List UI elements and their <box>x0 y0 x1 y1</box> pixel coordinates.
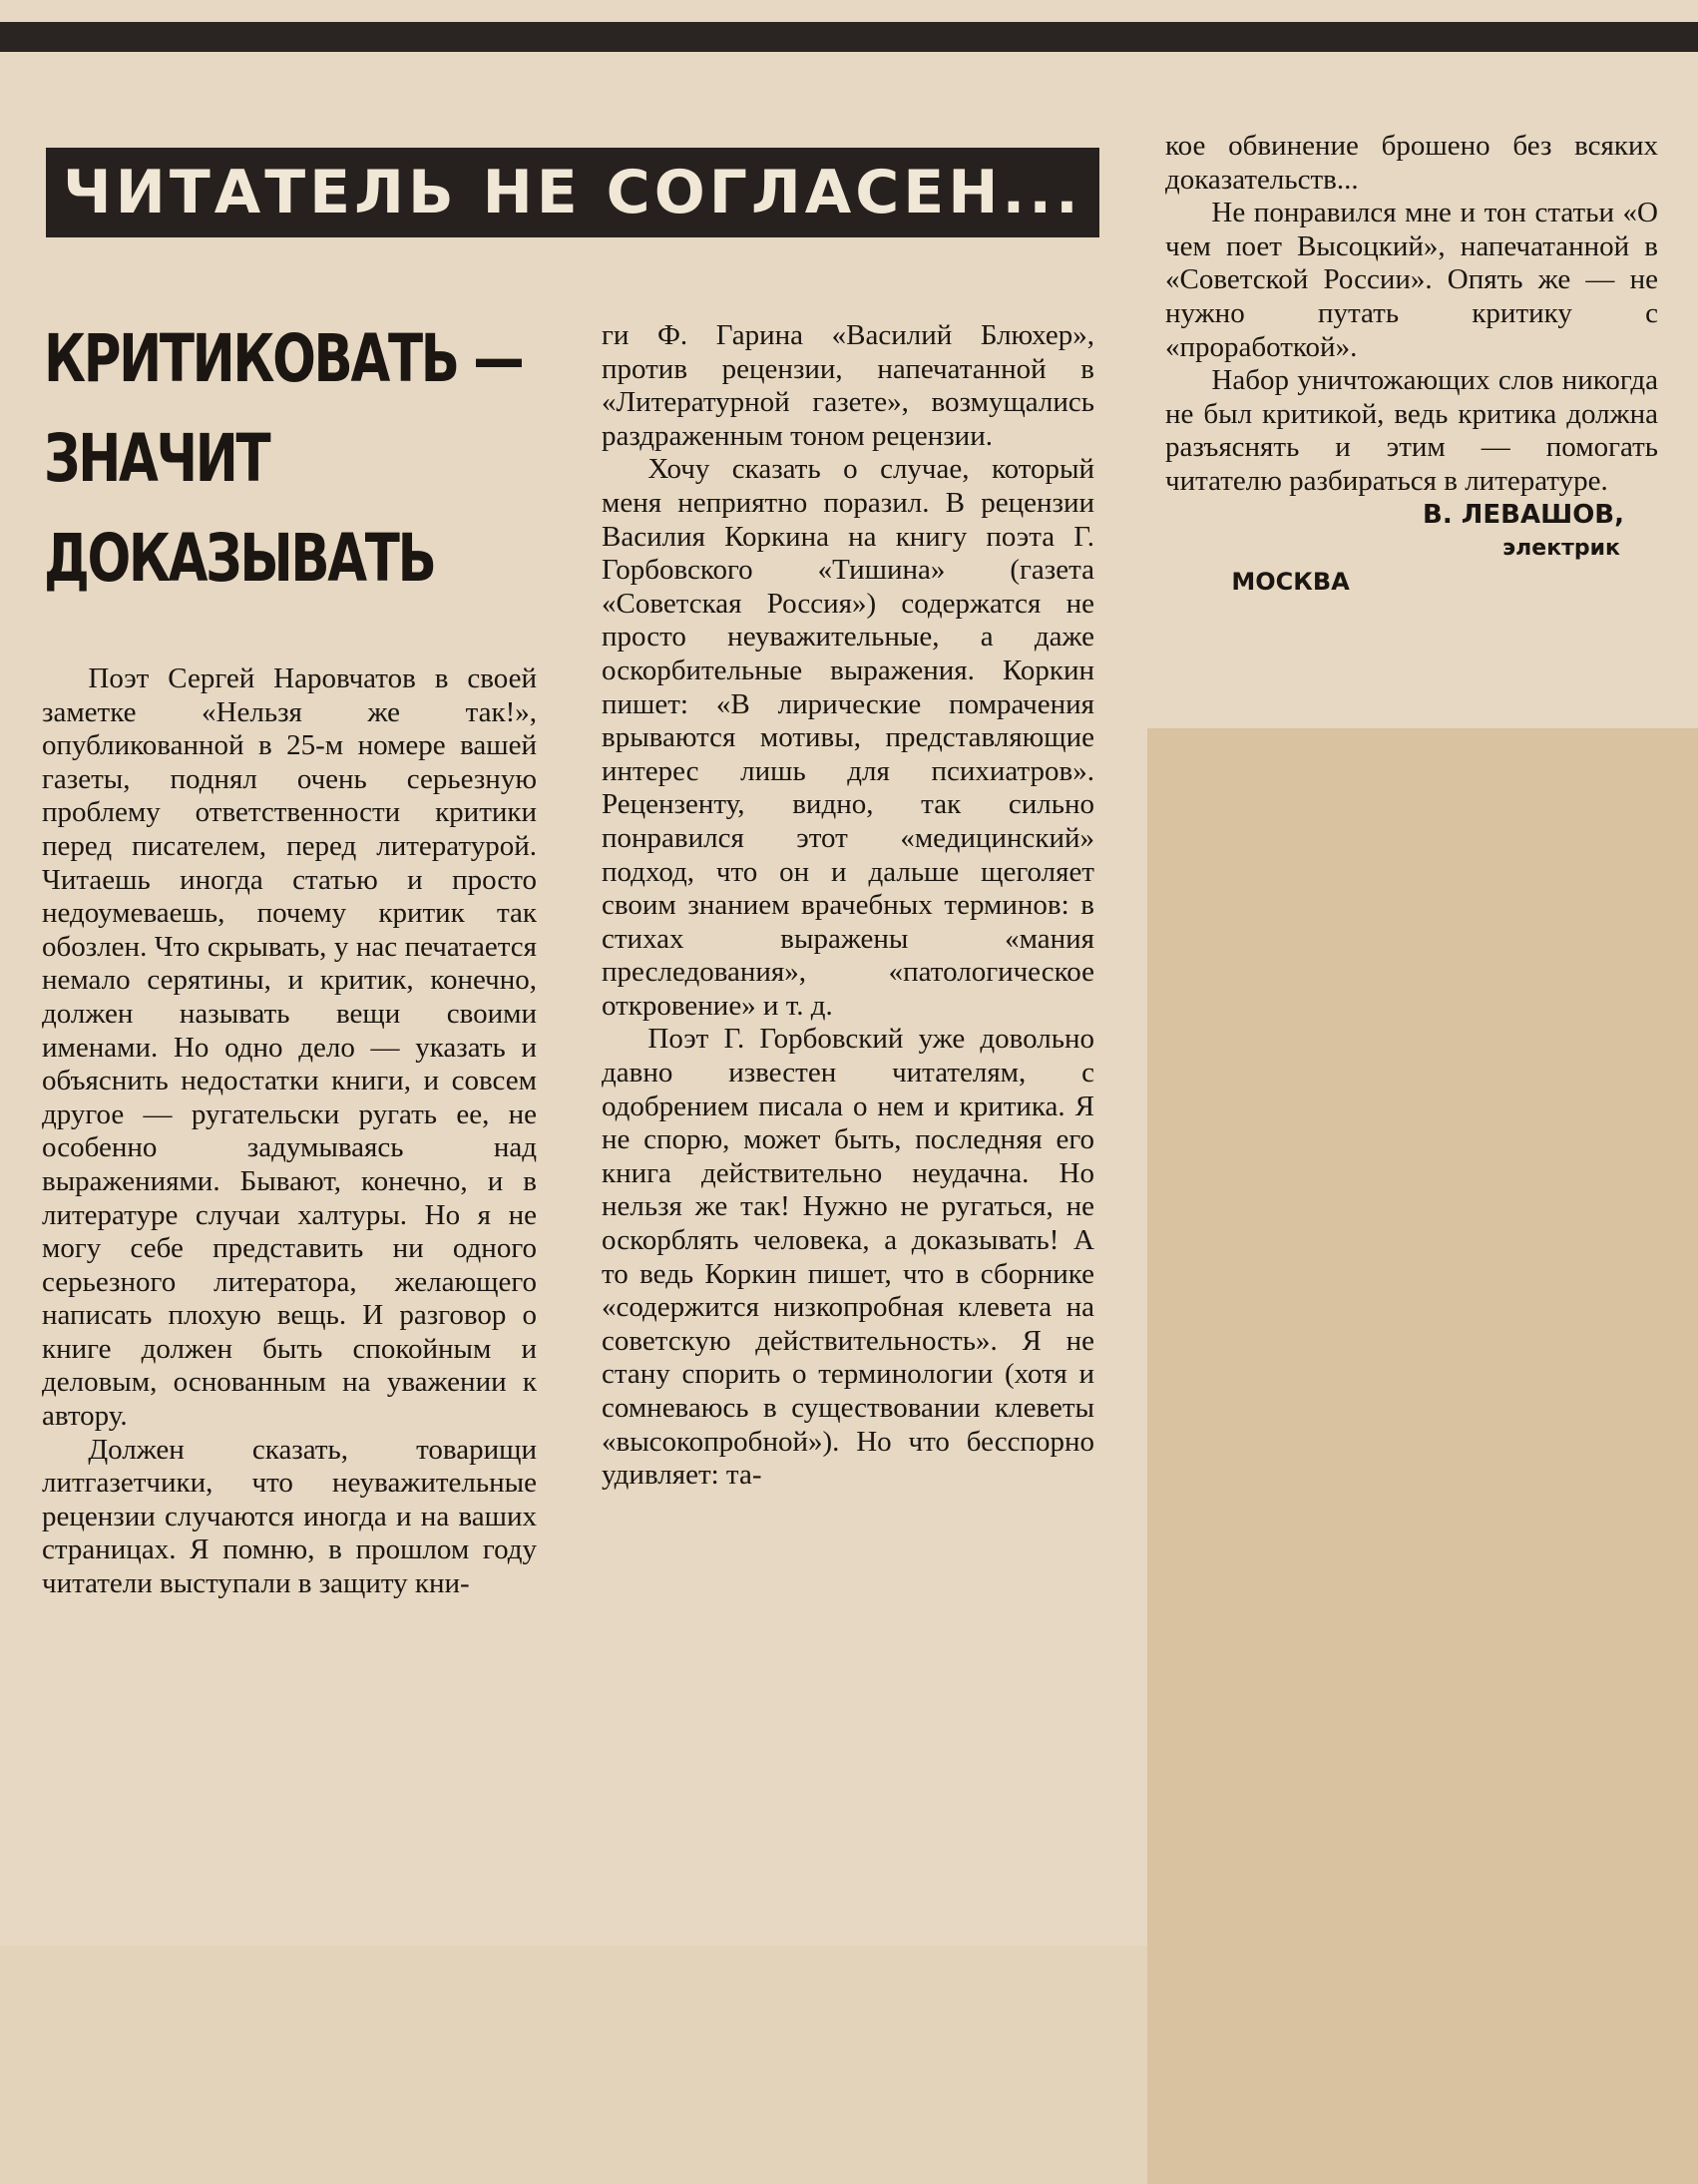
top-rule <box>0 22 1698 52</box>
paragraph-1: Поэт Сергей Наровчатов в своей заметке «Нельзя же так!», опубликованной в 25-м номере вашей газеты, поднял очень серьезную проблему ответственности критики перед писателем, перед литературой. Читаешь иногда статью и просто недоумеваешь, почему критик так обозлен. Что скрывать, у нас печатается немало серятины, и критик, конечно, должен называть вещи своими именами. Но одно дело — указать и объяснить недостатки книги, и совсем другое — ругательски ругать ее, не особенно задумываясь над выражениями. Бывают, конечно, и в литературе случаи халтуры. Но я не могу себе представить ни одного серьезного литератора, желающего написать плохую вещь. И разговор о книге должен быть спокойным и деловым, основанным на уважении к автору. <box>42 662 537 1433</box>
headline-line-2: ЗНАЧИТ <box>44 420 269 497</box>
column-1 <box>42 662 537 1601</box>
author-occupation: электрик <box>1502 536 1620 562</box>
paragraph-4-continued: кое обвинение брошено без всяких доказательств... <box>1165 130 1658 196</box>
paragraph-2-continued: ги Ф. Гарина «Василий Блюхер», против рецензии, напечатанной в «Литературной газете», возмущались раздраженным тоном рецензии. <box>602 319 1094 452</box>
paragraph-4: Поэт Г. Горбовский уже довольно давно известен читателям, с одобрением писала о нем и критика. Я не спорю, может быть, последняя его книга действительно неудачна. Но нельзя же так! Нужно не ругаться, не оскорблять человека, а доказывать! А то ведь Коркин пишет, что в сборнике «содержится низкопробная клевета на советскую действительность». Я не стану спорить о терминологии (хотя и сомневаюсь в существовании клеветы «высокопробной»). Но что бесспорно удивляет: та- <box>602 1023 1094 1492</box>
headline-line-3: ДОКАЗЫВАТЬ <box>44 520 435 597</box>
paragraph-5: Не понравился мне и тон статьи «О чем поет Высоцкий», напечатанной в «Советской России». Опять же — не нужно путать критику с «проработкой». <box>1165 197 1658 363</box>
rubric-banner: ЧИТАТЕЛЬ НЕ СОГЛАСЕН... <box>46 148 1099 237</box>
author-city: МОСКВА <box>1231 567 1350 596</box>
paragraph-2: Должен сказать, товарищи литгазетчики, что неуважительные рецензии случаются иногда и на ваших страницах. Я помню, в прошлом году читатели выступали в защиту кни- <box>42 1433 537 1600</box>
author-name: В. ЛЕВАШОВ, <box>1423 499 1624 530</box>
paragraph-3: Хочу сказать о случае, который меня неприятно поразил. В рецензии Василия Коркина на книгу поэта Г. Горбовского «Тишина» (газета «Советская Россия») содержатся не просто неуважительные, а даже оскорбительные выражения. Коркин пишет: «В лирические помрачения врываются мотивы, представляющие интерес лишь для психиатров». Рецензенту, видно, так сильно понравился этот «медицинский» подход, что он и дальше щеголяет своим знанием врачебных терминов: в стихах выражены «мания преследования», «патологическое откровение» и т. д. <box>602 453 1094 1022</box>
column-2 <box>602 319 1094 1493</box>
background-area <box>1147 728 1698 2184</box>
column-3 <box>1165 130 1658 599</box>
clipping-bottom-margin <box>0 1946 1147 2184</box>
article-headline <box>44 309 523 609</box>
headline-line-1: КРИТИКОВАТЬ — <box>44 320 523 397</box>
paragraph-6: Набор уничтожающих слов никогда не был критикой, ведь критика должна разъяснять и этим — помогать читателю разбираться в литературе. <box>1165 364 1658 497</box>
